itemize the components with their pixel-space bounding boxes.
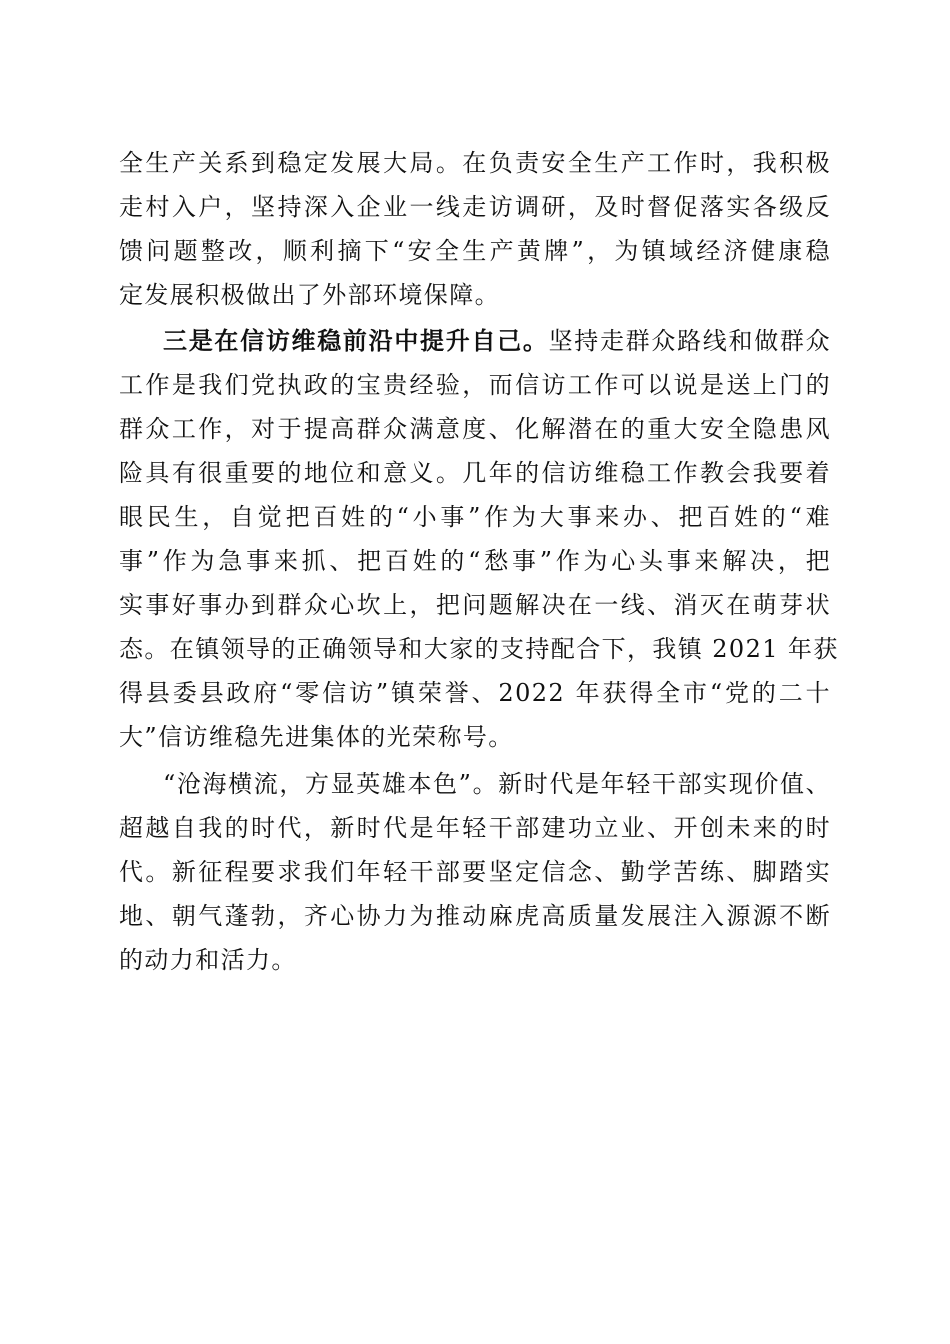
text-line: 馈问题整改，顺利摘下“安全生产黄牌”，为镇域经济健康稳 [119, 237, 831, 265]
paragraph-heading: 三是在信访维稳前沿中提升自己。 [163, 326, 549, 355]
text-line: 大”信访维稳先进集体的光荣称号。 [119, 723, 514, 751]
text-line: 工作是我们党执政的宝贵经验，而信访工作可以说是送上门的 [119, 371, 831, 399]
text-line: 的动力和活力。 [119, 946, 297, 974]
paragraph-conclusion [119, 762, 831, 982]
text-line: 得县委县政府“零信访”镇荣誉、2022 年获得全市“党的二十 [119, 679, 831, 707]
text-line: 态。在镇领导的正确领导和大家的支持配合下，我镇 2021 年获 [119, 635, 839, 663]
text-line: 代。新征程要求我们年轻干部要坚定信念、勤学苦练、脚踏实 [119, 858, 831, 886]
text-line: 定发展积极做出了外部环境保障。 [119, 281, 500, 309]
text-line [119, 319, 831, 363]
text-line: 超越自我的时代，新时代是年轻干部建功立业、开创未来的时 [119, 814, 831, 842]
text-line: 险具有很重要的地位和意义。几年的信访维稳工作教会我要着 [119, 459, 831, 487]
text-line: “沧海横流，方显英雄本色”。新时代是年轻干部实现价值、 [163, 770, 831, 798]
paragraph-petition [119, 319, 839, 759]
text-line: 走村入户，坚持深入企业一线走访调研，及时督促落实各级反 [119, 193, 831, 221]
text-line: 全生产关系到稳定发展大局。在负责安全生产工作时，我积极 [119, 149, 831, 177]
text-run: 坚持走群众路线和做群众 [548, 327, 831, 355]
paragraph-safety [119, 141, 831, 317]
text-line: 事”作为急事来抓、把百姓的“愁事”作为心头事来解决，把 [119, 547, 831, 575]
text-line: 地、朝气蓬勃，齐心协力为推动麻虎高质量发展注入源源不断 [119, 902, 831, 930]
text-line: 眼民生，自觉把百姓的“小事”作为大事来办、把百姓的“难 [119, 503, 831, 531]
text-line: 群众工作，对于提高群众满意度、化解潜在的重大安全隐患风 [119, 415, 831, 443]
text-line: 实事好事办到群众心坎上，把问题解决在一线、消灭在萌芽状 [119, 591, 831, 619]
